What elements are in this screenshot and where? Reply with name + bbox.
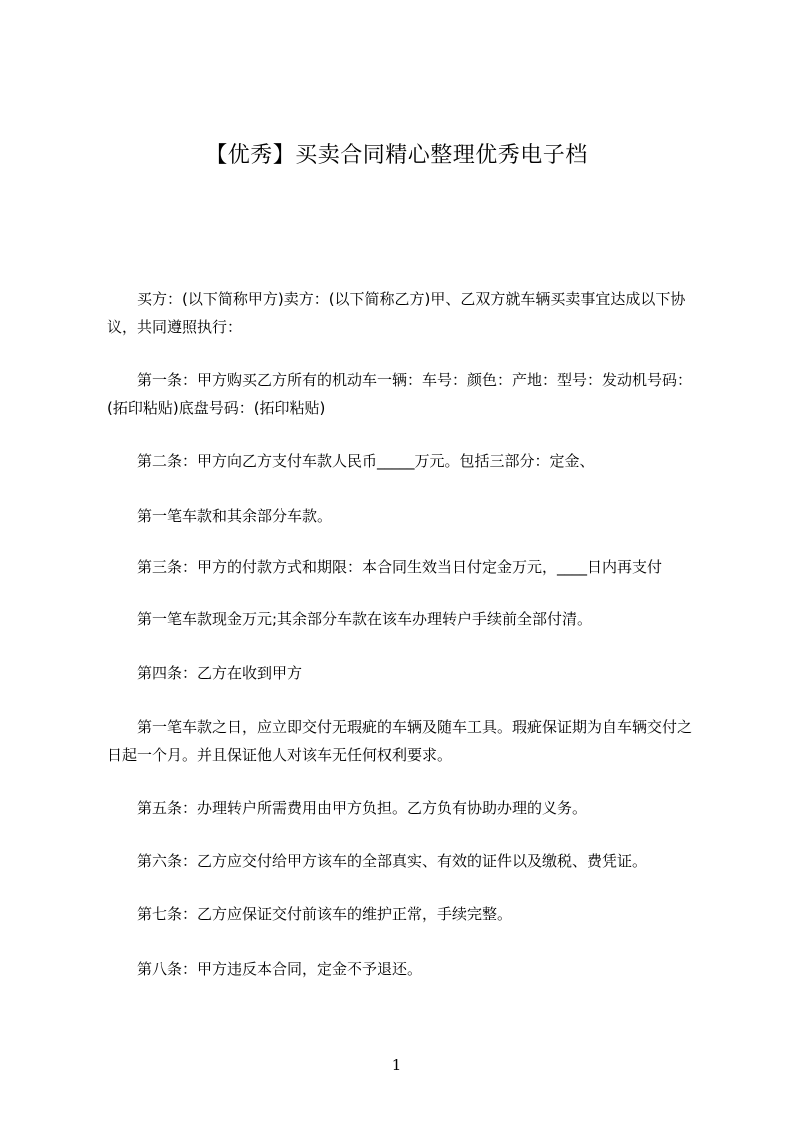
paragraph-article-2-cont: 第一笔车款和其余部分车款。	[137, 507, 333, 525]
page-number: 1	[391, 1056, 402, 1074]
paragraph-article-8: 第八条：甲方违反本合同，定金不予退还。	[137, 960, 423, 978]
paragraph-article-5: 第五条：办理转户所需费用由甲方负担。乙方负有协助办理的义务。	[137, 799, 588, 817]
paragraph-article-6: 第六条：乙方应交付给甲方该车的全部真实、有效的证件以及缴税、费凭证。	[137, 852, 648, 870]
paragraph-article-4-cont: 第一笔车款之日，应立即交付无瑕疵的车辆及随车工具。瑕疵保证期为自车辆交付之日起一个月。并且保证他人对该车无任何权利要求。	[107, 718, 693, 764]
paragraph-parties: 买方：(以下简称甲方)卖方：(以下简称乙方)甲、乙双方就车辆买卖事宜达成以下协议，共同遵照执行：	[107, 290, 686, 336]
paragraph-article-7: 第七条：乙方应保证交付前该车的维护正常，手续完整。	[137, 905, 513, 923]
document-title: 【优秀】买卖合同精心整理优秀电子档	[205, 143, 588, 168]
paragraph-article-4: 第四条：乙方在收到甲方	[137, 664, 303, 682]
paragraph-article-3-cont: 第一笔车款现金万元;其余部分车款在该车办理转户手续前全部付清。	[137, 610, 593, 628]
paragraph-article-3: 第三条：甲方的付款方式和期限：本合同生效当日付定金万元，____日内再支付	[137, 558, 663, 576]
paragraph-article-2: 第二条：甲方向乙方支付车款人民币_____万元。包括三部分：定金、	[137, 452, 595, 470]
paragraph-article-1: 第一条：甲方购买乙方所有的机动车一辆：车号：颜色：产地：型号：发动机号码：(拓印粘贴)底盘号码：(拓印粘贴)	[107, 371, 693, 417]
